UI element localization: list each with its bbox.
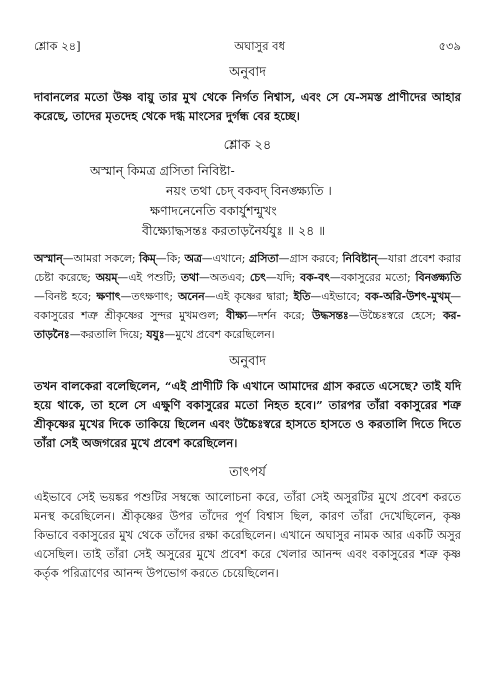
- synonym-word: বক-বৎ: [300, 271, 330, 284]
- verse-line: অস্মান্ কিমত্র গ্রসিতা নিবিষ্টা-: [90, 163, 235, 178]
- verse-heading: শ্লোক ২৪: [223, 138, 272, 153]
- synonym-meaning: —বিনষ্ট হবে;: [34, 290, 97, 303]
- synonym-word: অনেন: [178, 290, 205, 303]
- synonym-word: অস্মান্: [34, 252, 63, 265]
- synonym-word: তথা: [180, 271, 200, 284]
- verse-line: বীক্ষ্যোদ্ধসন্তঃ করতাড়নৈর্যযুঃ ॥ ২৪ ॥: [142, 223, 326, 238]
- synonym-word: বিনঙ্ক্ষ্যতি: [415, 271, 461, 284]
- header-chapter-title: অঘাসুর বধ: [234, 39, 286, 53]
- synonym-meaning: —কি;: [155, 252, 185, 265]
- synonym-meaning: —যারা প্রবেশ করার চেষ্টা করেছে;: [34, 252, 461, 284]
- translation-heading-2: অনুবাদ: [229, 354, 266, 369]
- synonym-meaning: —এই পশুটি;: [117, 271, 181, 284]
- verse-line: নয়ং তথা চেদ্ বকবদ্ বিনঙ্ক্ষ্যতি ।: [166, 183, 332, 198]
- synonym-word: যযুঃ: [146, 328, 165, 341]
- synonym-word: অত্র: [184, 252, 202, 265]
- synonym-word: চেৎ: [249, 271, 266, 284]
- synonym-word: ক্ষণাৎ: [96, 290, 121, 303]
- header-page-number: ৫৩৯: [438, 39, 461, 53]
- synonym-meaning: —গ্রাস করবে;: [278, 252, 343, 265]
- synonym-meaning: —মুখে প্রবেশ করেছিলেন।: [164, 328, 275, 341]
- synonym-word: কিম্: [139, 252, 156, 265]
- translation-heading: অনুবাদ: [229, 65, 266, 80]
- synonym-meaning: —যদি;: [265, 271, 301, 284]
- verse-block: [34, 161, 461, 241]
- verse-line: ক্ষণাদনেনেতি বকার্যুশন্মুখং: [150, 203, 277, 218]
- translation-text-2: তখন বালকেরা বলেছিলেন, “এই প্রাণীটি কি এখানে আমাদের গ্রাস করতে এসেছে? তাই যদি হয়ে থাকে, তা হলে সে এক্ষুণি বকাসুরের মতো নিহত হবে।” তারপর তাঁরা বকাসুরের শত্রু শ্রীকৃষ্ণের মুখের দিকে তাকিয়ে ছিলেন এবং উচ্চৈঃস্বরে হাসতে হাসতে ও করতালি দিতে দিতে তাঁরা সেই অজগরের মুখে প্রবেশ করেছিলেন।: [34, 379, 461, 450]
- synonym-meaning: —আমরা সকলে;: [62, 252, 140, 265]
- synonym-meaning: —এই কৃষ্ণের দ্বারা;: [204, 290, 294, 303]
- translation-text: দাবানলের মতো উষ্ণ বায়ু তার মুখ থেকে নির্গত নিশ্বাস, এবং সে যে-সমস্ত প্রাণীদের আহার করেছে, তাদের মৃতদেহ থেকে দগ্ধ মাংসের দুর্গন্ধ বের হচ্ছে।: [34, 90, 461, 123]
- page-header: [34, 38, 461, 57]
- synonym-meaning: —এখানে;: [201, 252, 250, 265]
- synonym-word: বক-অরি-উশৎ-মুখম্: [365, 290, 451, 303]
- header-verse-ref: শ্লোক ২৪]: [34, 39, 81, 53]
- synonym-word: অয়ম্: [95, 271, 118, 284]
- synonym-meaning: —বকাসুরের শত্রু শ্রীকৃষ্ণের সুন্দর মুখমণ্ডল;: [34, 290, 461, 322]
- synonym-word: ইতি: [293, 290, 311, 303]
- synonym-meaning: —বকাসুরের মতো;: [329, 271, 416, 284]
- synonym-word: কর-তাড়নৈঃ: [34, 309, 461, 341]
- synonym-meaning: —করতালি দিয়ে;: [69, 328, 147, 341]
- synonym-word: উদ্ধসন্তঃ: [312, 309, 349, 322]
- synonym-meaning: —উচ্চৈঃস্বরে হেসে;: [348, 309, 443, 322]
- synonym-meaning: —এইভাবে;: [310, 290, 366, 303]
- synonym-meaning: —তৎক্ষণাৎ;: [120, 290, 179, 303]
- synonym-meaning: —দর্শন করে;: [247, 309, 312, 322]
- purport-heading: তাৎপর্য: [229, 465, 266, 480]
- synonym-word: বীক্ষ্য: [226, 309, 248, 322]
- synonym-meaning: —অতএব;: [199, 271, 250, 284]
- synonyms-paragraph: [34, 249, 461, 344]
- synonym-word: নিবিষ্টান্: [342, 252, 378, 265]
- purport-text: এইভাবে সেই ভয়ঙ্কর পশুটির সম্বন্ধে আলোচনা করে, তাঁরা সেই অসুরটির মুখে প্রবেশ করতে মনস্থ করেছিলেন। শ্রীকৃষ্ণের উপর তাঁদের পূর্ণ বিশ্বাস ছিল, কারণ তাঁরা দেখেছিলেন, কৃষ্ণ কিভাবে বকাসুরের মুখ থেকে তাঁদের রক্ষা করেছিলেন। এখানে অঘাসুর নামক আর একটি অসুর এসেছিল। তাই তাঁরা সেই অসুরের মুখে প্রবেশ করে খেলার আনন্দ এবং বকাসুরের শত্রু কৃষ্ণ কর্তৃক পরিত্রাণের আনন্দ উপভোগ করতে চেয়েছিলেন।: [34, 490, 461, 580]
- synonym-word: গ্রসিতা: [249, 252, 279, 265]
